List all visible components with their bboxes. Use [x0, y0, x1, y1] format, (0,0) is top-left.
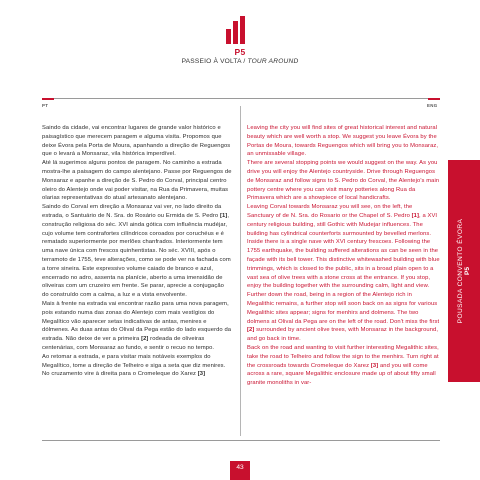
- text-run: Further down the road, being in a region of the Alentejo rich in Megalithic remains, a further stop will soon back on as signs for various Megalithic sites appear; signs for menhirs and dolmens. The two dolmens at Olival da Pega are on the left of the road. Don't miss the first: [247, 292, 440, 325]
- en-accent-tick: [428, 98, 440, 100]
- paragraph: [42, 203, 232, 300]
- en-language-label: ENG: [427, 103, 438, 108]
- text-run: Saindo da cidade, vai encontrar lugares de grande valor histórico e paisagístico que merecem paragem e alguma visita. Propomos que deixe Évora pela Porta de Moura, apanhando a direção de Reguengos que o levará a Monsaraz, vila histórica imperdível.: [42, 125, 231, 158]
- sidebar-label: [457, 219, 471, 324]
- pt-accent-tick: [42, 98, 54, 100]
- text-run: Até lá sugerimos alguns pontos de paragem. No caminho a estrada mostra-lhe a paisagem do campo alentejano. Passe por Reguengos de Monsaraz e apanhe a direção de S. Pedro do Corval, principal centro oleiro do Alentejo onde vai poder visitar, na Rua da Primavera, muitas olarias representativas do atual artesanato alentejano.: [42, 160, 232, 202]
- pt-language-label: PT: [42, 103, 49, 108]
- text-run: Back on the road and wanting to visit further interesting Megalithic sites, take the road to Telheiro and follow the sign to the menhirs. Turn right at the crossroads towards Cromeleque do Xarez: [247, 344, 439, 369]
- paragraph: [42, 353, 232, 379]
- english-text-column: [247, 124, 440, 388]
- location-reference: [3]: [197, 371, 206, 378]
- section-subtitle: [0, 58, 480, 65]
- paragraph: [247, 124, 440, 159]
- text-run: , a XVI century religious building, still Gothic with Mudejar influences. The building has cylindrical counterforts surmounted by bevelled merlons. Inside there is a single nave with XVI century frescoes. Following the 1755 earthquake, the building suffered alterations as can be seen in the façade with its bell tower. This distinctive whitewashed building with blue trimmings, which is closed to the public, sits in a broad plain open to a vast sea of olive trees with a stone cross at the entrance. If you stop, enjoy the building together with the surrounding calm, light and view.: [247, 212, 440, 290]
- location-reference: [2]: [247, 327, 255, 334]
- text-run: Leaving Corval towards Monsaraz you will see, on the left, the Sanctuary of de N. Sra. do Rosario or the Chapel of S. Pedro: [247, 204, 413, 219]
- section-code: P5: [234, 47, 246, 57]
- text-run: and you will come across a rare, square Megalithic enclosure made up of about fifty small granite monoliths in var-: [247, 362, 436, 387]
- subtitle-en: TOUR AROUND: [247, 58, 299, 65]
- paragraph: [42, 159, 232, 203]
- section-sidebar-tab: [448, 160, 480, 382]
- paragraph: [247, 203, 440, 291]
- text-run: Ao retomar a estrada, e para visitar mais notáveis exemplos do Megalítico, tome a direção de Telheiro e siga a seta que diz menires. No cruzamento vire à direita para o Cromeleque do Xarez: [42, 353, 226, 378]
- bottom-divider: [42, 440, 440, 441]
- text-run: Leaving the city you will find sites of great historical interest and natural beauty which are well worth a stop. We suggest you leave Évora by the Portas de Moura, towards Reguengos which will bring you to Monsaraz, an unmissable village.: [247, 125, 439, 158]
- top-divider: [42, 98, 440, 99]
- subtitle-separator: /: [241, 58, 248, 65]
- location-reference: [1]: [411, 212, 420, 219]
- page-number: 43: [230, 461, 250, 480]
- paragraph: [42, 300, 232, 353]
- paragraph: [247, 344, 440, 388]
- location-reference: [3]: [370, 362, 379, 369]
- column-divider: [240, 106, 241, 436]
- sidebar-section-code: P5: [464, 266, 471, 276]
- subtitle-pt: PASSEIO À VOLTA: [181, 58, 242, 65]
- text-run: There are several stopping points we would suggest on the way. As you drive you will enjoy the Alentejo countryside. Drive through Reguengos de Monsaraz and follow signs to S. Pedro do Corval, the Alentejo's main pottery centre where you can visit many potteries along Rua da Primavera which are a showpiece of local handicrafts.: [247, 160, 440, 202]
- text-run: Saindo do Corval em direção a Monsaraz vai ver, no lado direito da estrada, o Santuário de N. Sra. do Rosário ou Ermida de S. Pedro: [42, 204, 222, 219]
- text-run: , construção religiosa do séc. XVI ainda gótica com influência mudéjar, cujo volume tem contrafortes cilíndricos coroados por coruchéus e é rematado superiormente por merlões chanfrados. Interiormente tem uma nave única com frescos quinhentistas. No séc. XVIII, após o terramoto de 1755, teve alterações, como se pode ver na fachada com a torre sineira. Este expressivo volume caiado de branco e azul, encerrado no adro, assenta na planície, aberto a uma imensidão de oliveiras com um cruzeiro em frente. Se parar, aprecie a conjugação do construído com a calma, a luz e a vista envolvente.: [42, 212, 231, 299]
- pousada-logo-icon: [224, 16, 248, 44]
- portuguese-text-column: [42, 124, 232, 379]
- text-run: surrounded by ancient olive trees, with Monsaraz in the background, and go back in time.: [247, 327, 439, 343]
- text-run: Mais à frente na estrada vai encontrar razão para uma nova paragem, pois estando numa das zonas do Alentejo com mais vestígios do Megalítico vão aparecer setas indicativas de antas, menires e dólmenes. As duas antas do Olival da Pega estão do lado esquerdo da estrada. Não deixe de ver a primeira: [42, 300, 232, 343]
- sidebar-pousada-name: POUSADA CONVENTO ÉVORA: [457, 218, 464, 324]
- text-run: rodeada de oliveiras centenárias, com Monsaraz ao fundo, e sentir o recuo no tempo.: [42, 336, 215, 351]
- paragraph: [42, 124, 232, 159]
- paragraph: [247, 291, 440, 344]
- location-reference: [1]: [219, 212, 228, 219]
- location-reference: [2]: [141, 336, 149, 343]
- paragraph: [247, 159, 440, 203]
